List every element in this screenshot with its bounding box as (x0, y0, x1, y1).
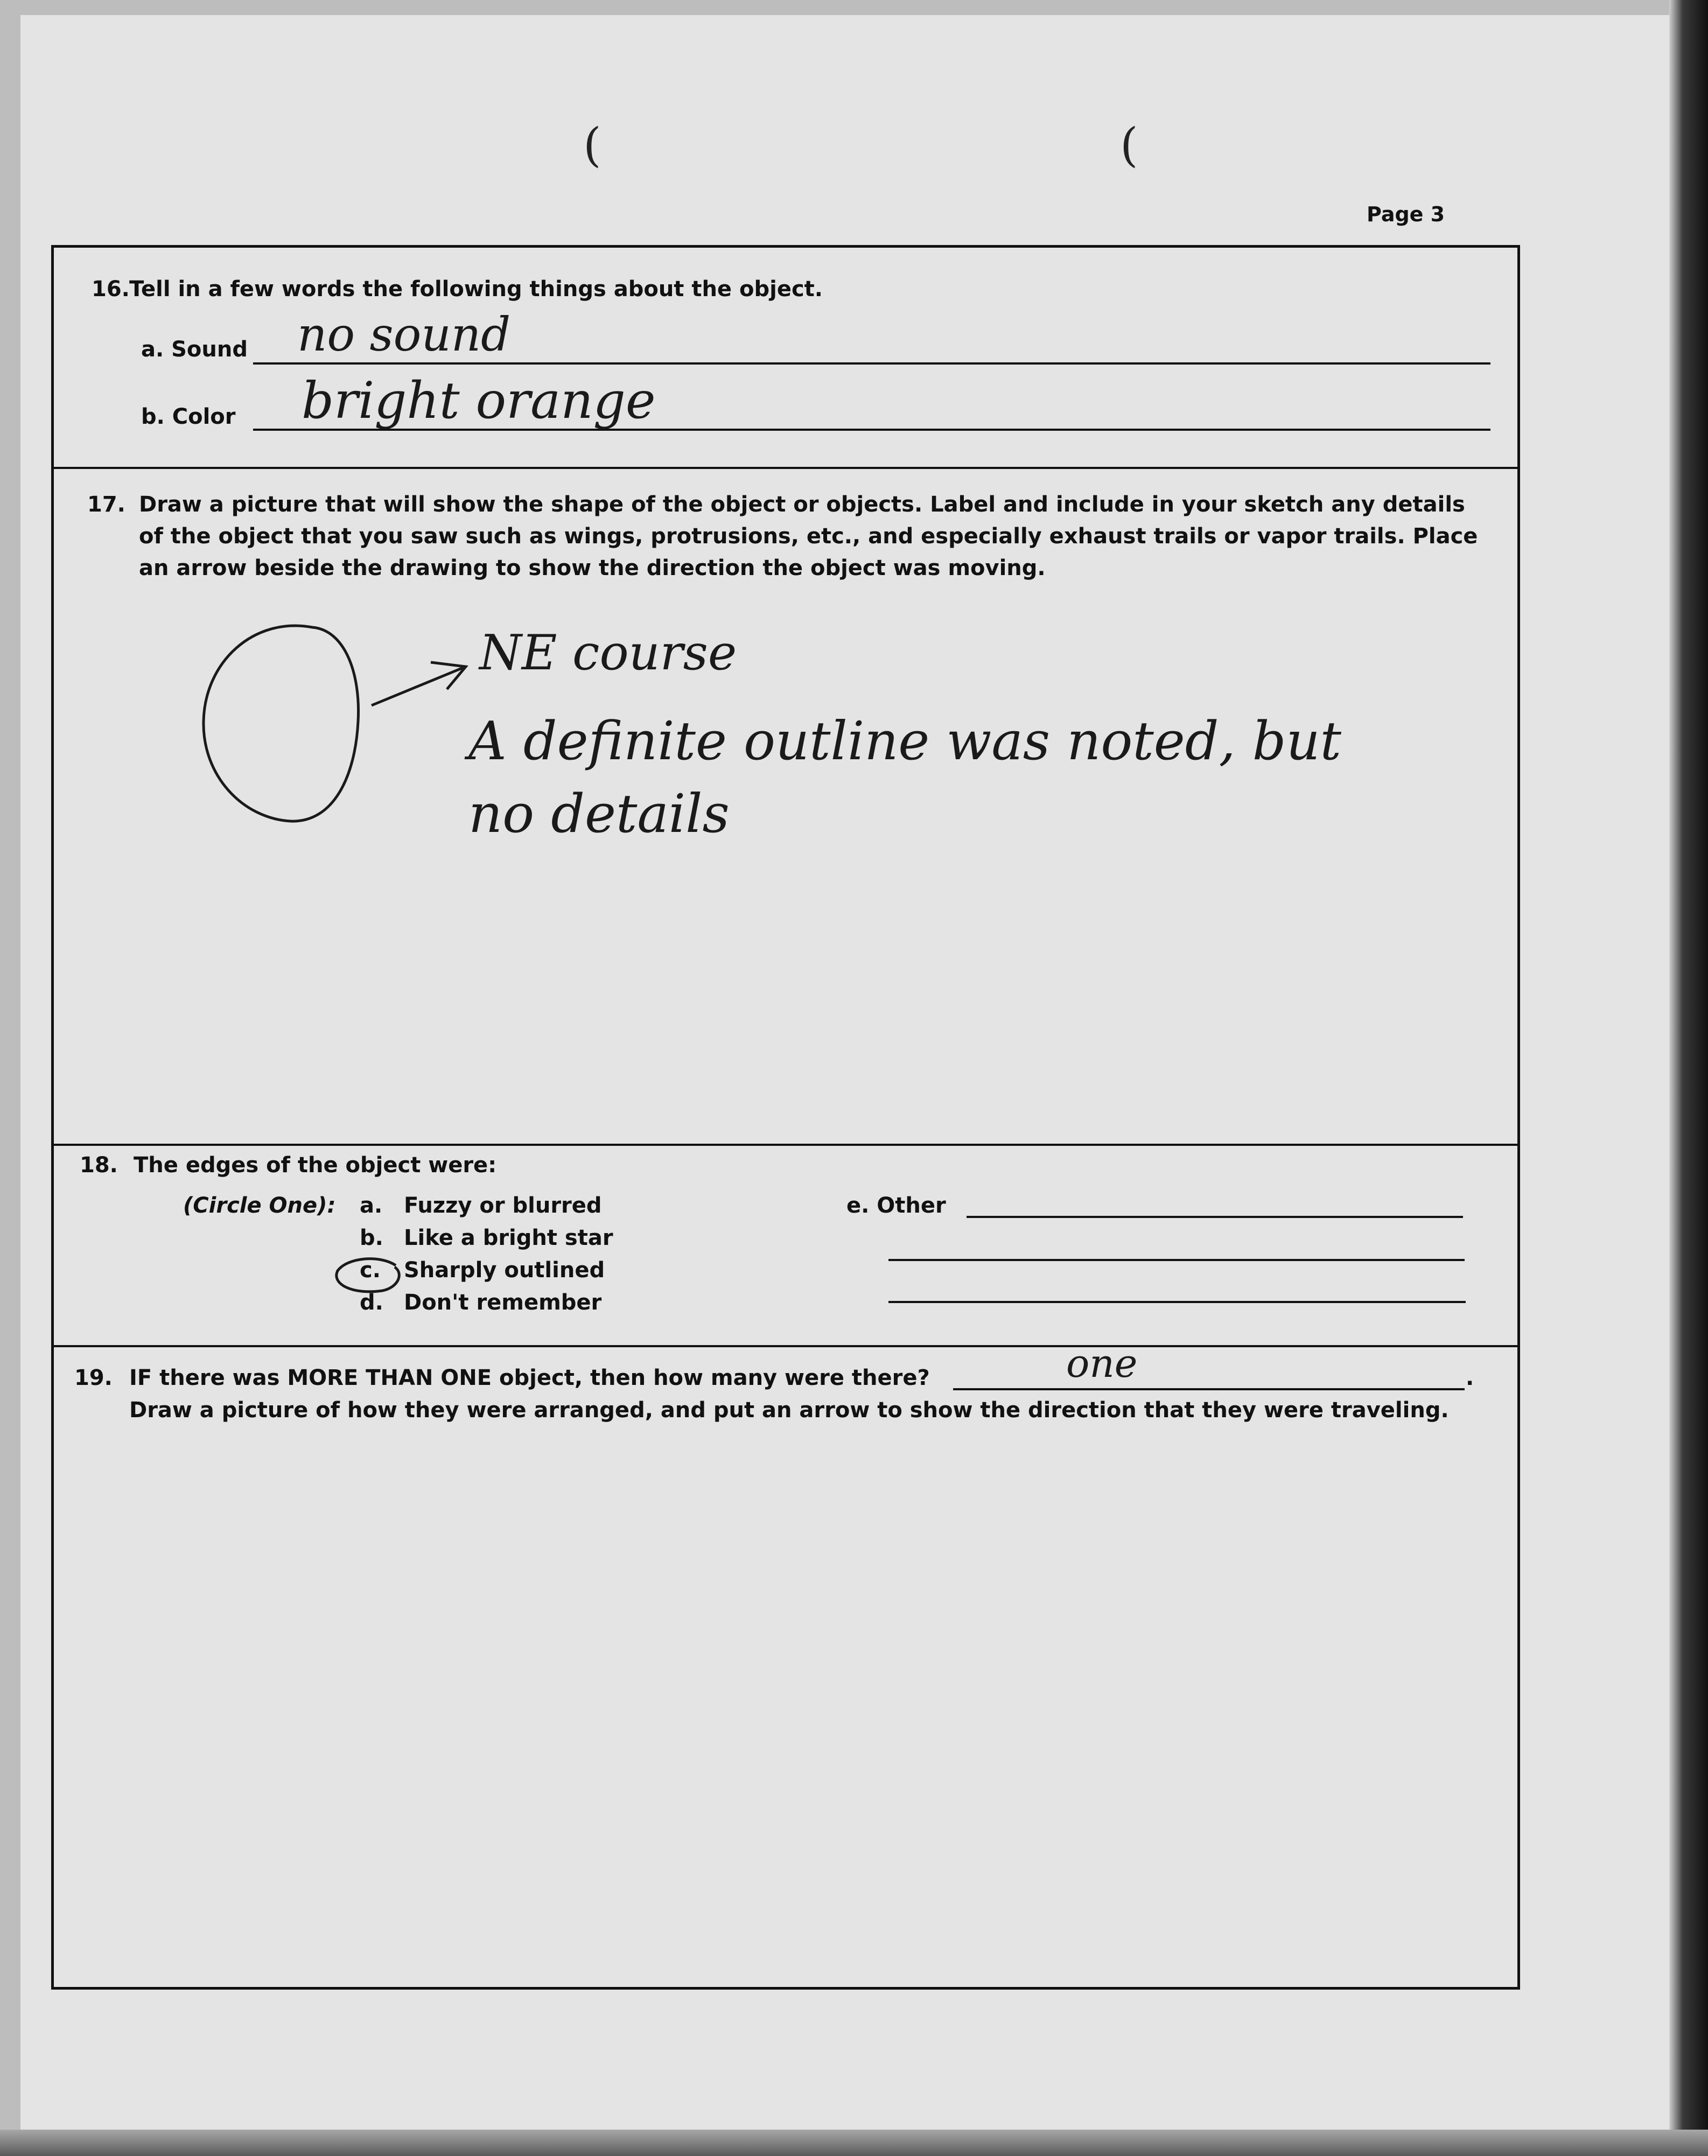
q19-trailing-period: . (1466, 1366, 1474, 1390)
q18-other-line-3 (888, 1301, 1466, 1303)
q17-direction-label: NE course (479, 625, 737, 681)
q17-note-line1: A definite outline was noted, but (468, 711, 1341, 772)
q18-instruction: (Circle One): (183, 1193, 336, 1218)
punch-hole-left: ( (583, 118, 601, 172)
q18-option-a-letter: a. (360, 1193, 383, 1218)
q16-number: 16. (92, 277, 130, 302)
q17-note-line2: no details (468, 783, 730, 845)
q16-color-label: b. Color (141, 404, 236, 429)
punch-hole-right: ( (1120, 118, 1138, 172)
q16-sound-line (253, 362, 1490, 365)
q18-option-b-letter: b. (360, 1226, 383, 1250)
q19-count-answer: one (1066, 1341, 1138, 1386)
direction-arrow-head (431, 662, 466, 689)
page-number: Page 3 (1367, 202, 1445, 226)
q17-prompt-line1: Draw a picture that will show the shape of the object or objects. Label and include in your sketch any details (139, 492, 1465, 517)
q18-option-a-text: Fuzzy or blurred (404, 1193, 602, 1218)
q18-number: 18. (80, 1153, 118, 1178)
q18-option-d-letter: d. (360, 1290, 383, 1315)
q18-option-d-text: Don't remember (404, 1290, 602, 1315)
scan-edge-bottom (0, 2130, 1708, 2156)
q18-other-line-2 (888, 1259, 1465, 1261)
scan-edge-right (1669, 0, 1708, 2156)
q16-color-answer: bright orange (302, 372, 656, 430)
q18-prompt: The edges of the object were: (134, 1153, 497, 1178)
q16-prompt: Tell in a few words the following things about the object. (129, 277, 823, 302)
q17-prompt-line2: of the object that you saw such as wings, protrusions, etc., and especially exhaust trails or vapor trails. Place (139, 524, 1478, 549)
q19-count-line (953, 1388, 1465, 1390)
q18-other-line-1 (967, 1216, 1463, 1218)
q18-option-c-letter: c. (360, 1258, 381, 1283)
q16-sound-answer: no sound (297, 308, 511, 362)
q19-prompt: IF there was MORE THAN ONE object, then how many were there? (129, 1366, 930, 1390)
divider-18-19 (54, 1345, 1517, 1347)
q17-prompt-line3: an arrow beside the drawing to show the direction the object was moving. (139, 556, 1046, 580)
object-outline-sketch (204, 626, 359, 821)
q19-number: 19. (74, 1366, 113, 1390)
divider-17-18 (54, 1144, 1517, 1146)
q18-option-b-text: Like a bright star (404, 1226, 613, 1250)
q16-sound-label: a. Sound (141, 337, 248, 362)
divider-16-17 (54, 467, 1517, 469)
q19-prompt-line2: Draw a picture of how they were arranged, and put an arrow to show the direction that they were traveling. (129, 1398, 1449, 1423)
q18-other-label: e. Other (846, 1193, 946, 1218)
q17-number: 17. (87, 492, 125, 517)
q18-option-c-text: Sharply outlined (404, 1258, 605, 1283)
